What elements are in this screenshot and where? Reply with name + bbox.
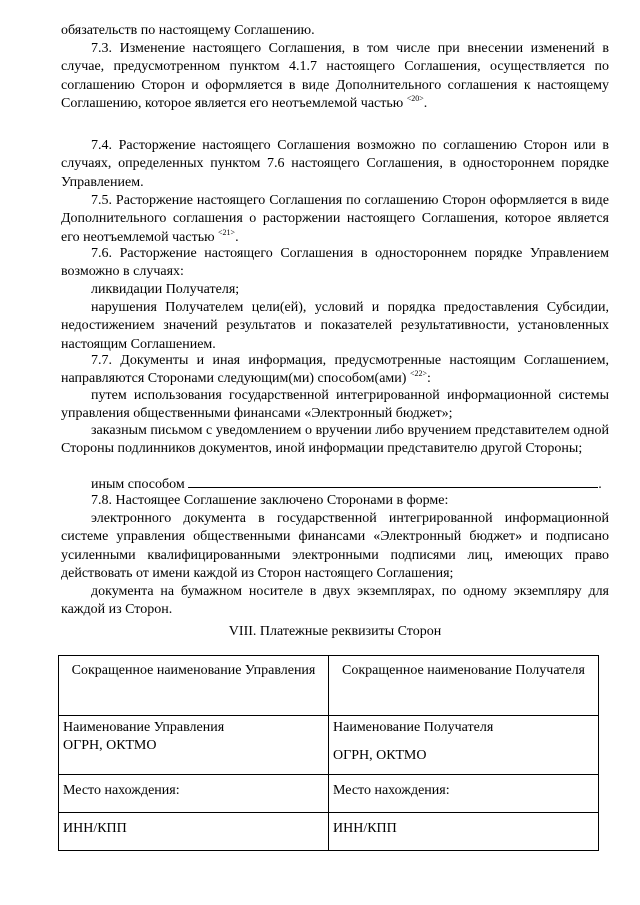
clause-7-7: 7.7. Документы и иная информация, предусмотренные настоящим Соглашением, направляются Сторонами следующим(ми) способом(ами) $^{<22>}$: bbox=[61, 353, 609, 387]
clause-7-6: 7.6. Расторжение настоящего Соглашения в одностороннем порядке Управлением возможно в случаях: bbox=[61, 246, 609, 280]
recipient-address-label: Место нахождения: bbox=[329, 775, 599, 813]
table-cell-left-name bbox=[59, 716, 329, 775]
clause-7-7-item-other-method: иным способом . bbox=[91, 477, 602, 492]
payment-details-table bbox=[58, 655, 599, 851]
authority-address-label: Место нахождения: bbox=[59, 775, 329, 813]
footnote-ref-20: <20> bbox=[406, 94, 424, 104]
recipient-name-label: Наименование Получателя bbox=[333, 720, 494, 735]
recipient-ogrn-label: ОГРН, ОКТМО bbox=[333, 748, 427, 763]
authority-inn-kpp-label: ИНН/КПП bbox=[59, 813, 329, 851]
clause-7-6-item-liquidation: ликвидации Получателя; bbox=[91, 282, 240, 297]
authority-ogrn-label: ОГРН, ОКТМО bbox=[63, 738, 157, 753]
clause-7-7-item-registered-letter: заказным письмом с уведомлением о вручении либо вручением представителем одной Стороны подлинников документов, иной информации представителю другой Стороны; bbox=[61, 423, 609, 457]
fill-in-line bbox=[188, 475, 598, 488]
clause-7-7-item-electronic-budget: путем использования государственной интегрированной информационной системы управления общественными финансами «Электронный бюджет»; bbox=[61, 388, 609, 422]
footnote-ref-21: <21> bbox=[218, 227, 236, 237]
clause-7-8-item-paper: документа на бумажном носителе в двух экземплярах, по одному экземпляру для каждой из Сторон. bbox=[61, 584, 609, 618]
clause-7-3: 7.3. Изменение настоящего Соглашения, в том числе при внесении изменений в случае, предусмотренном пунктом 4.1.7 настоящего Соглашения, осуществляется по соглашению Сторон и оформляется в виде Дополнительного соглашения к настоящему Соглашению, которое является его неотъемлемой частью $^{<20>}$. bbox=[61, 41, 609, 112]
clause-7-8-item-electronic: электронного документа в государственной интегрированной информационной системе управления общественными финансами «Электронный бюджет» и подписано усиленными квалифицированными электронными подписями лиц, имеющих право действовать от имени каждой из Сторон настоящего Соглашения; bbox=[61, 511, 609, 582]
clause-7-6-item-violation: нарушения Получателем цели(ей), условий и порядка предоставления Субсидии, недостижением значений результатов и показателей результативности, установленных настоящим Соглашением. bbox=[61, 300, 609, 352]
paragraph-continuation: обязательств по настоящему Соглашению. bbox=[61, 23, 315, 38]
table-row bbox=[59, 716, 599, 775]
table-header-cell-right: Сокращенное наименование Получателя bbox=[329, 656, 599, 716]
table-row bbox=[59, 813, 599, 851]
table-row bbox=[59, 775, 599, 813]
clause-7-4: 7.4. Расторжение настоящего Соглашения возможно по соглашению Сторон или в случаях, определенных пунктом 7.6 настоящего Соглашения, в одностороннем порядке Управлением. bbox=[61, 138, 609, 190]
section-title: VIII. Платежные реквизиты Сторон bbox=[228, 624, 442, 639]
clause-7-5: 7.5. Расторжение настоящего Соглашения по соглашению Сторон оформляется в виде Дополнительного соглашения о расторжении настоящего Соглашения, которое является его неотъемлемой частью $^{<21>}$. bbox=[61, 193, 609, 245]
footnote-ref-22: <22> bbox=[409, 369, 427, 379]
clause-7-8: 7.8. Настоящее Соглашение заключено Сторонами в форме: bbox=[91, 493, 449, 508]
table-row bbox=[59, 656, 599, 716]
recipient-inn-kpp-label: ИНН/КПП bbox=[329, 813, 599, 851]
authority-name-label: Наименование Управления bbox=[63, 720, 225, 735]
table-header-cell-left: Сокращенное наименование Управления bbox=[59, 656, 329, 716]
table-cell-right-name bbox=[329, 716, 599, 775]
